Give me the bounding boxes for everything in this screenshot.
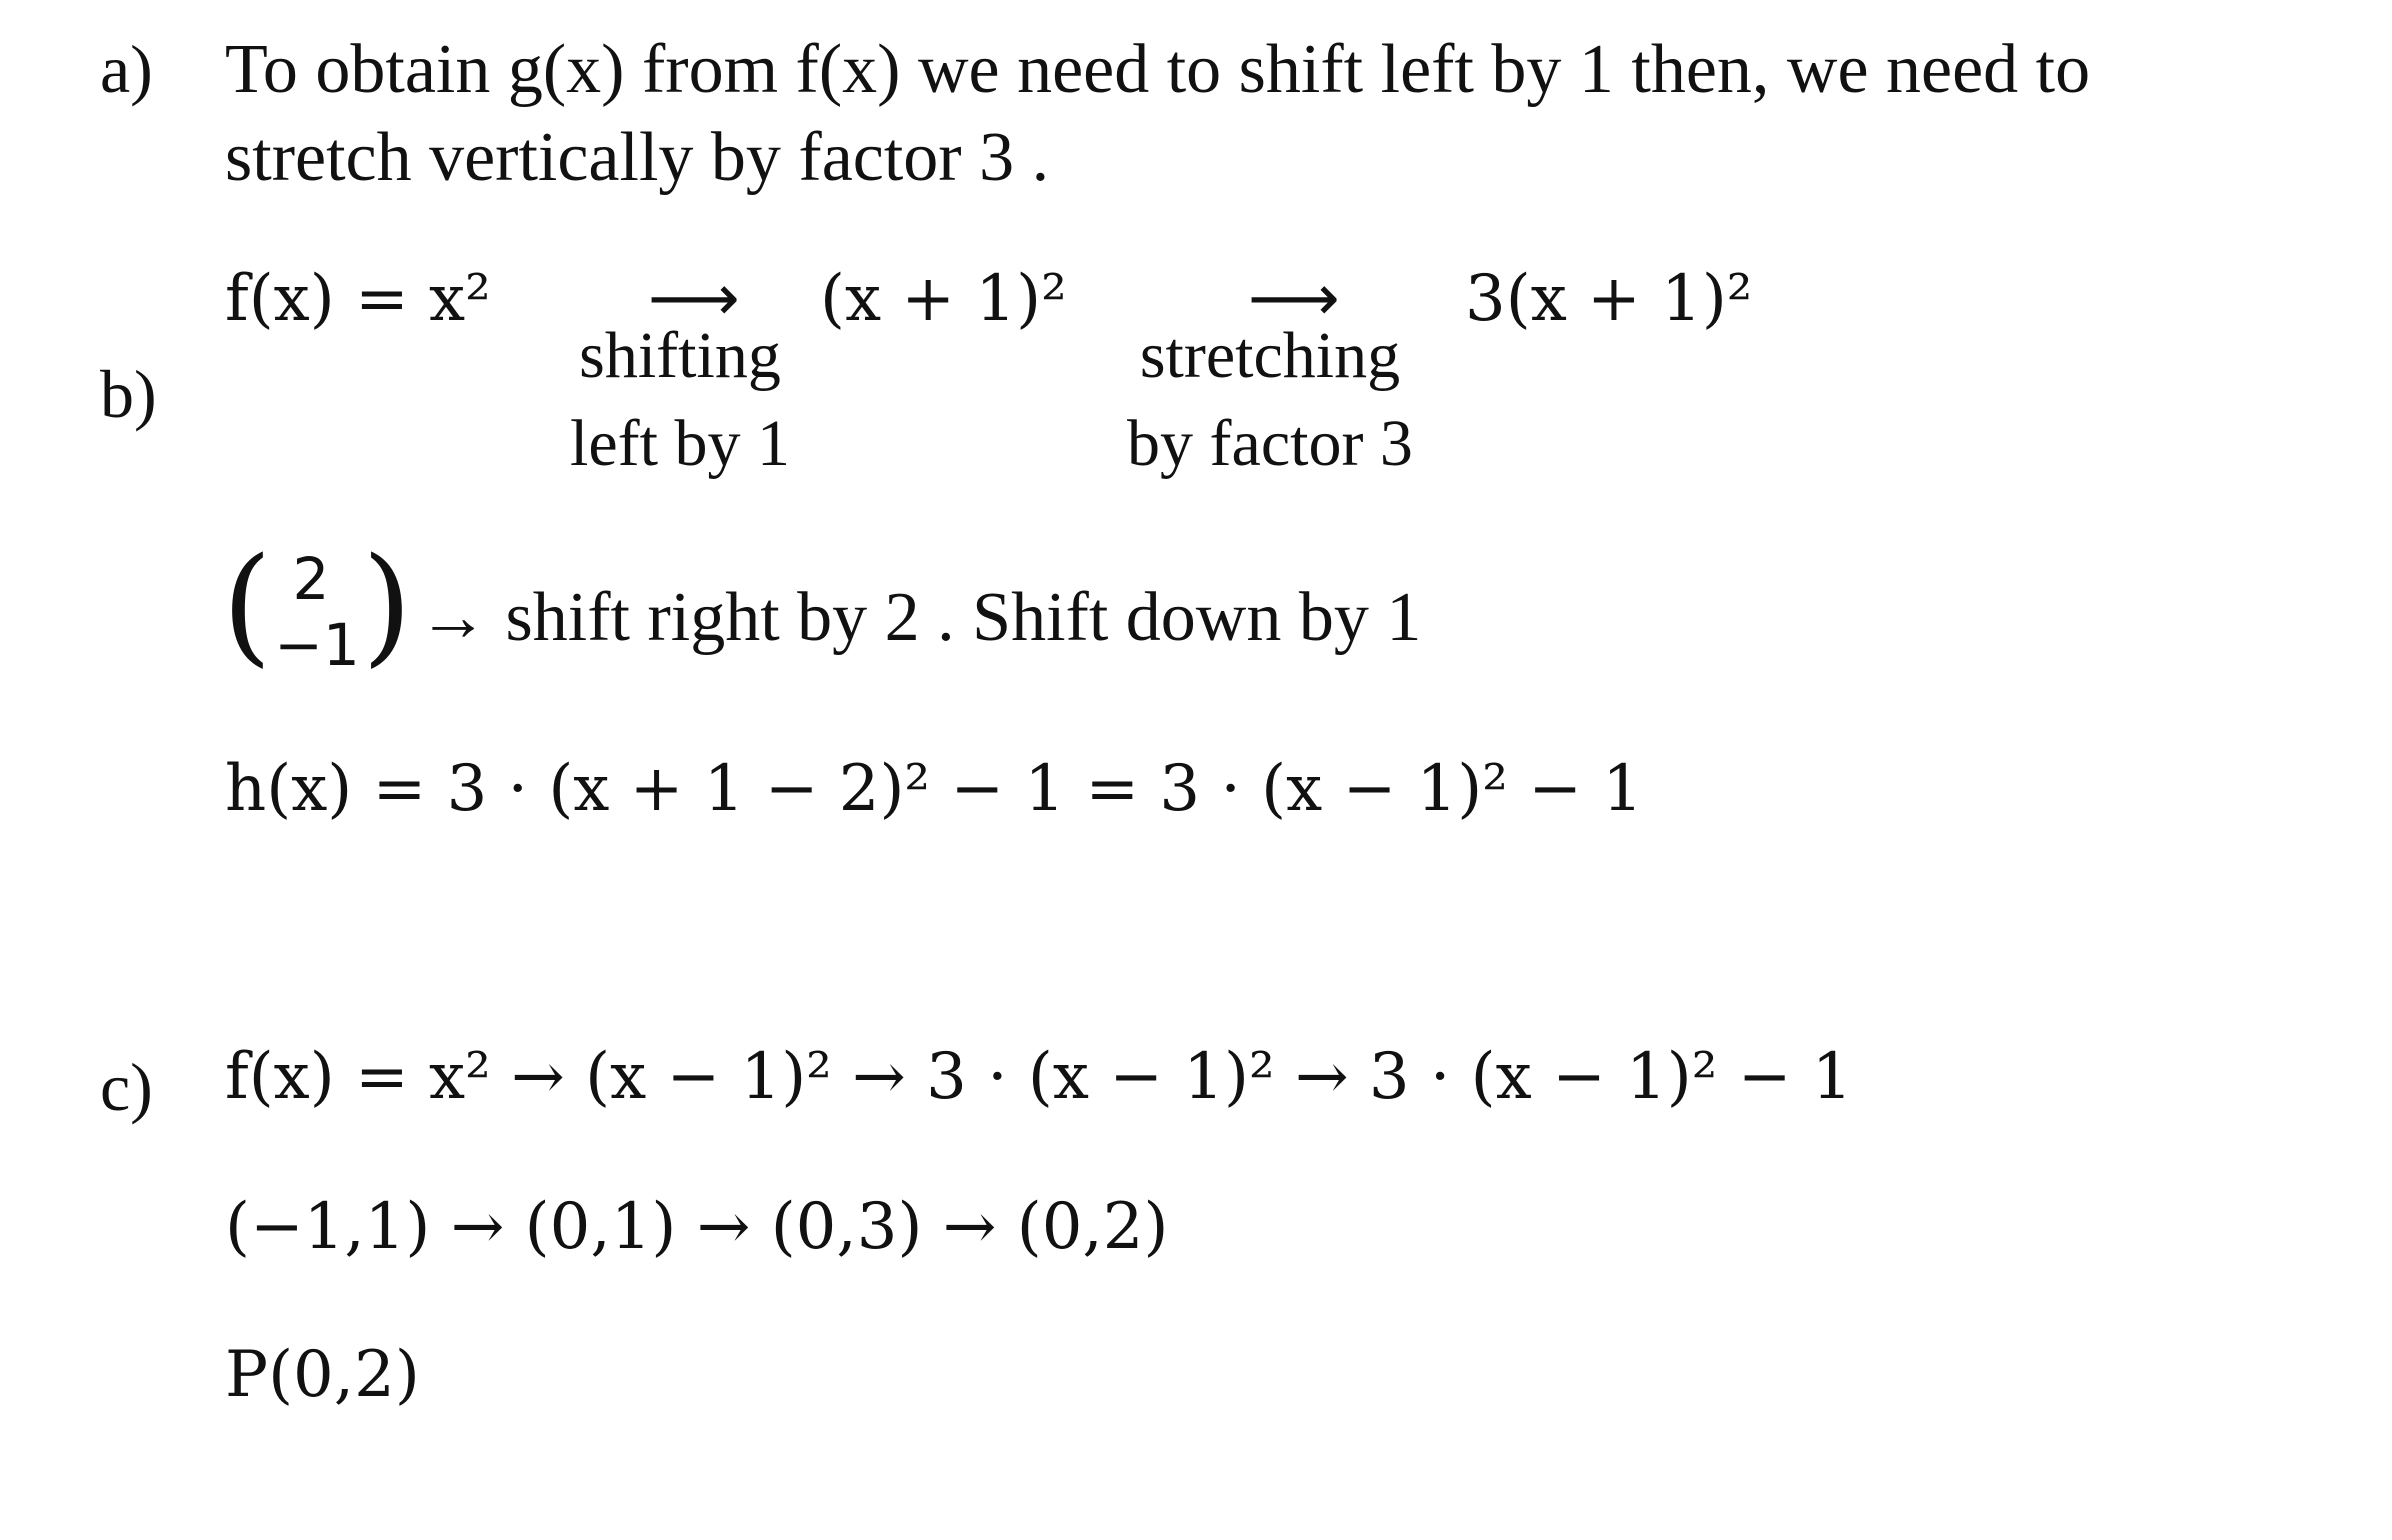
part-a-line-2: stretch vertically by factor 3 . bbox=[225, 119, 1050, 196]
part-b-label: b) bbox=[100, 356, 157, 432]
final-point: P(0,2) bbox=[225, 1338, 420, 1412]
shift-caption-line-1: shifting bbox=[579, 319, 781, 392]
vector-paren-close: ) bbox=[362, 531, 412, 680]
vector-description: → shift right by 2 . Shift down by 1 bbox=[418, 579, 1422, 656]
shift-result: (x + 1)² bbox=[820, 262, 1067, 336]
vector-bottom: −1 bbox=[274, 611, 360, 679]
vector-paren-open: ( bbox=[222, 531, 272, 680]
stretch-result: 3(x + 1)² bbox=[1465, 262, 1753, 336]
vector-top: 2 bbox=[292, 545, 330, 613]
stretch-caption-line-2: by factor 3 bbox=[1127, 407, 1413, 480]
stretch-caption-line-1: stretching bbox=[1139, 319, 1401, 392]
shift-caption-line-2: left by 1 bbox=[570, 407, 790, 480]
part-a-line-1: To obtain g(x) from f(x) we need to shift left by 1 then, we need to bbox=[225, 31, 2091, 108]
stretch-arrow: ⟶ bbox=[1248, 262, 1340, 336]
point-chain: (−1,1) → (0,1) → (0,3) → (0,2) bbox=[225, 1190, 1169, 1264]
part-a-label: a) bbox=[100, 31, 153, 107]
transformation-chain: f(x) = x² → (x − 1)² → 3 · (x − 1)² → 3 · (x − 1)² − 1 bbox=[225, 1040, 1853, 1114]
shift-arrow: ⟶ bbox=[648, 262, 740, 336]
part-c-label: c) bbox=[100, 1049, 153, 1125]
f-definition: f(x) = x² bbox=[225, 262, 491, 336]
h-definition: h(x) = 3 · (x + 1 − 2)² − 1 = 3 · (x − 1)² − 1 bbox=[225, 752, 1643, 826]
